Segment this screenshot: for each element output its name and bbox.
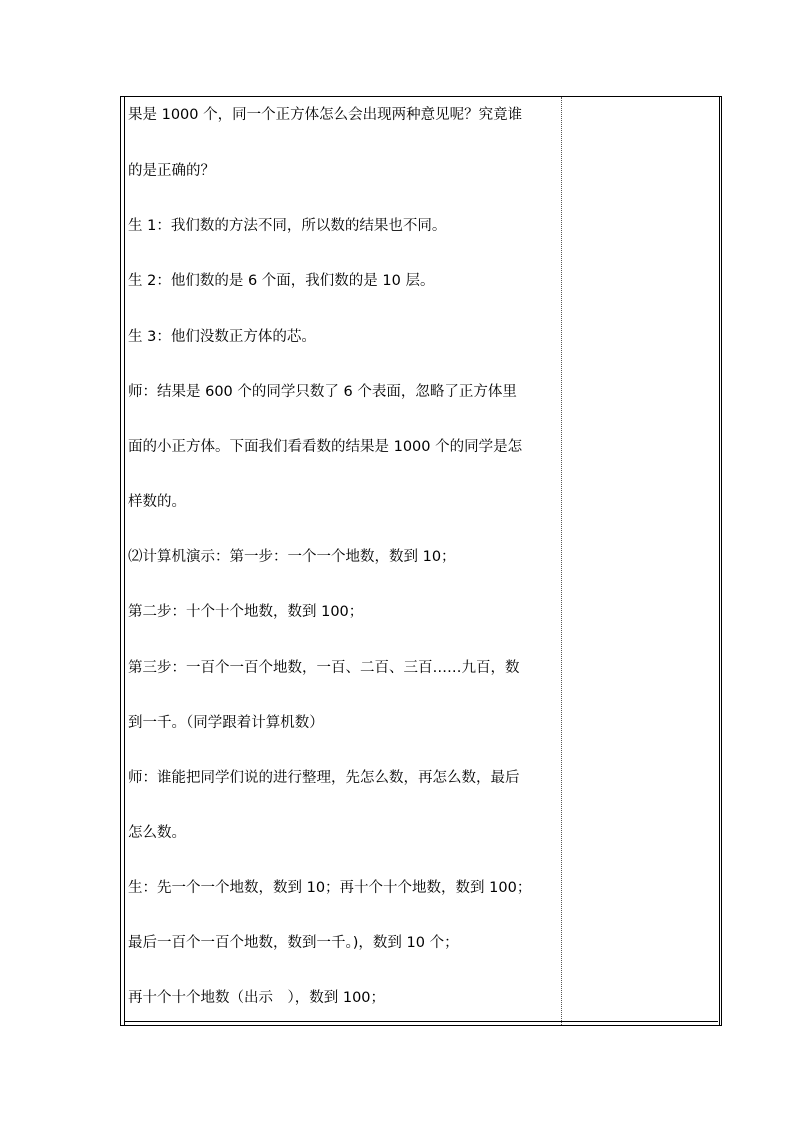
- text-line: 师：谁能把同学们说的进行整理，先怎么数，再怎么数，最后: [128, 770, 520, 786]
- text-line: 生 2：他们数的是 6 个面，我们数的是 10 层。: [128, 273, 435, 289]
- text-line: 样数的。: [128, 494, 186, 510]
- text-line: 果是 1000 个，同一个正方体怎么会出现两种意见呢？究竟谁: [128, 107, 523, 123]
- text-line: 面的小正方体。下面我们看看数的结果是 1000 个的同学是怎: [128, 439, 523, 455]
- table-inner-left-border: [124, 97, 125, 1025]
- text-line: 生：先一个一个地数，数到 10；再十个十个地数，数到 100；: [128, 880, 532, 896]
- text-line: ⑵计算机演示：第一步：一个一个地数，数到 10；: [128, 549, 456, 565]
- text-line: 生 1：我们数的方法不同，所以数的结果也不同。: [128, 218, 447, 234]
- text-line: 到一千。（同学跟着计算机数）: [128, 715, 324, 731]
- text-line: 怎么数。: [128, 825, 186, 841]
- text-line: 师：结果是 600 个的同学只数了 6 个表面，忽略了正方体里: [128, 384, 517, 400]
- text-line: 生 3：他们没数正方体的芯。: [128, 329, 316, 345]
- text-line: 的是正确的？: [128, 163, 215, 179]
- text-line: 第三步：一百个一百个地数，一百、二百、三百……九百，数: [128, 660, 520, 676]
- column-divider: [561, 97, 562, 1025]
- table-inner-right-border: [719, 97, 720, 1025]
- table-inner-bottom-border: [124, 1021, 718, 1022]
- text-line: 再十个十个地数（出示 ），数到 100；: [128, 990, 386, 1006]
- text-line: 第二步：十个十个地数，数到 100；: [128, 604, 364, 620]
- text-line: 最后一百个一百个地数，数到一千。)，数到 10 个；: [128, 935, 459, 951]
- lesson-table: [120, 96, 722, 1026]
